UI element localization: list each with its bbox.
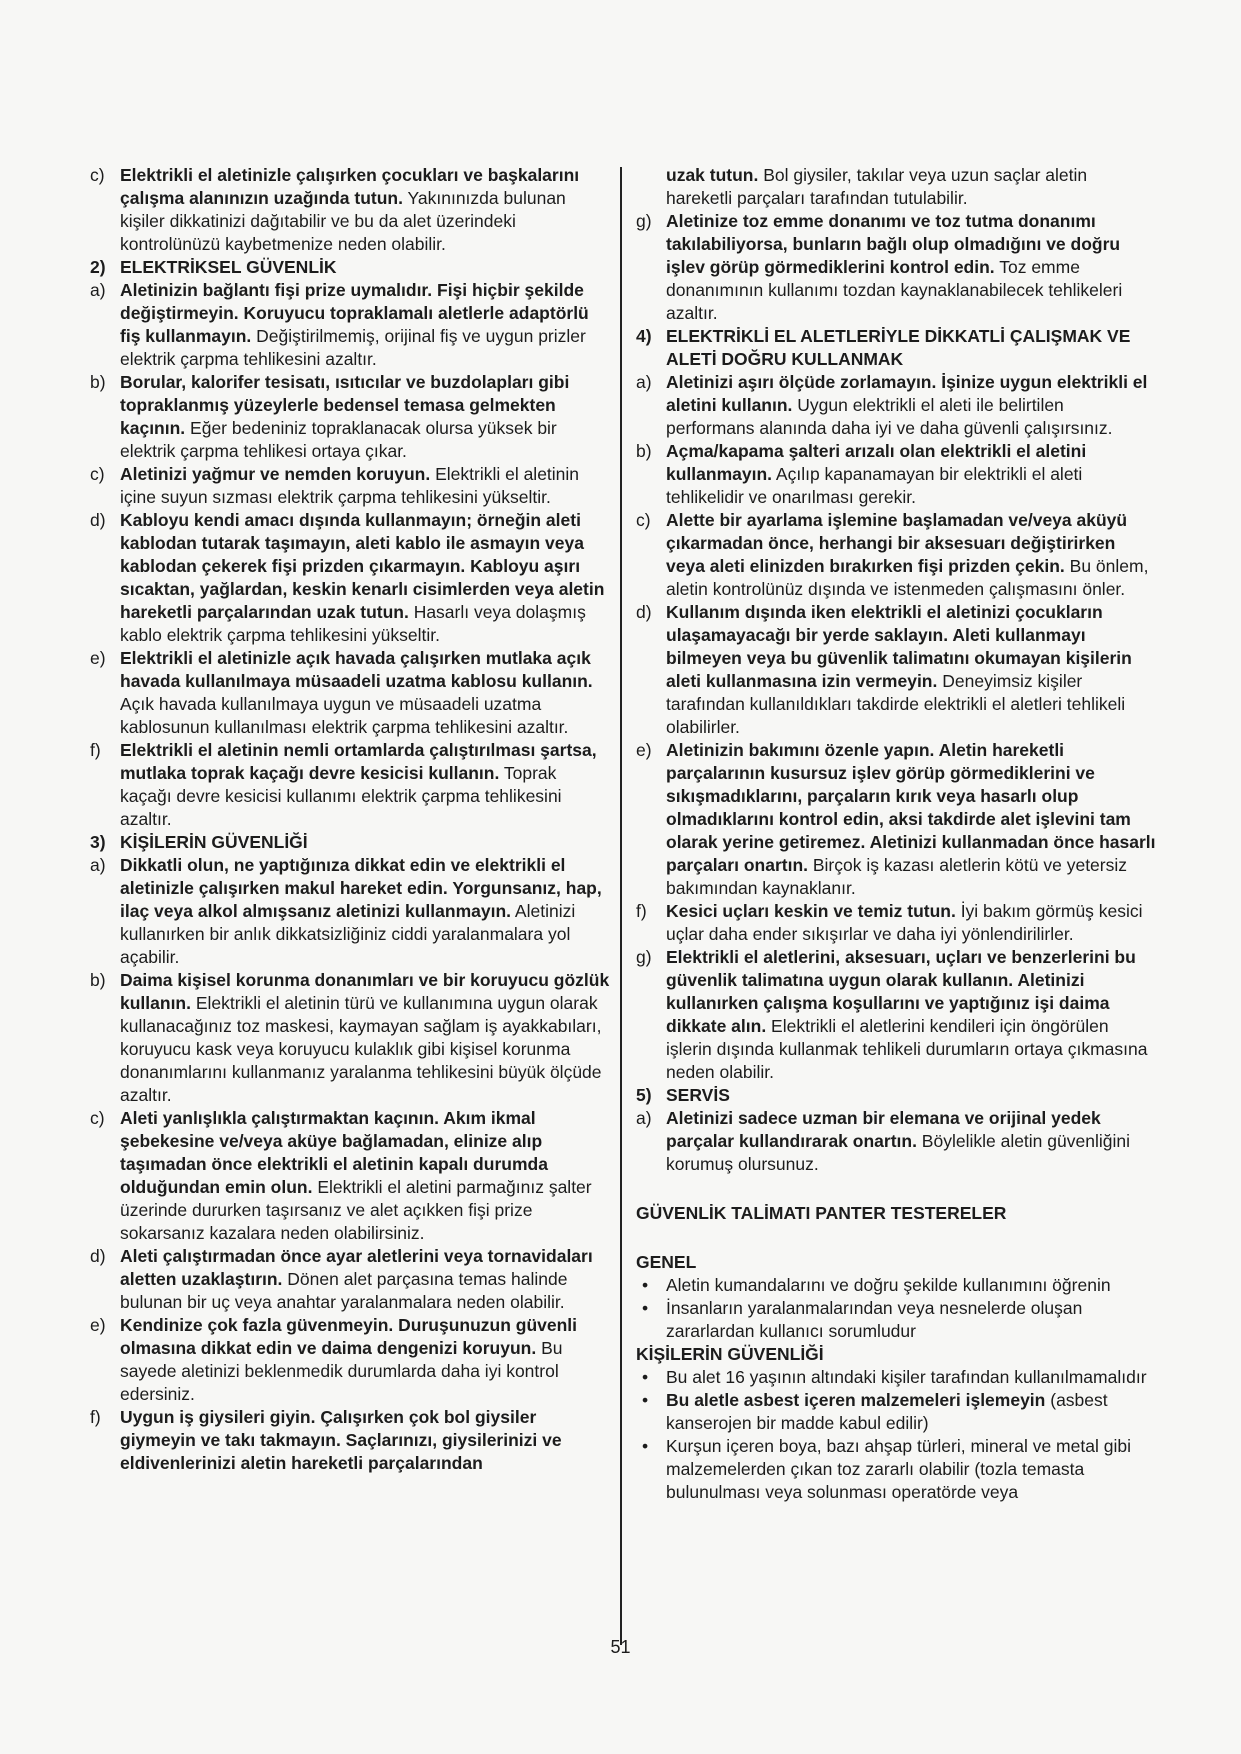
item-3b: b) Daima kişisel korunma donanımları ve bir koruyucu gözlük kullanın. Elektrikli el aletinin türü ve kullanımına uygun olarak kullanacağınız toz maskesi, kaymayan sağlam iş ayakkabıları, koruyucu kask veya koruyucu kulaklık gibi kişisel korunma donanımlarını kullanmanız yaralanma tehlikesini büyük ölçüde azaltır. (90, 970, 610, 1105)
item-5a: a) Aletinizi sadece uzman bir elemana ve orijinal yedek parçalar kullandırarak onartın. Böylelikle aletin güvenliğini korumuş olursunuz. (636, 1108, 1130, 1174)
list-item: • Aletin kumandalarını ve doğru şekilde kullanımını öğrenin (642, 1275, 1111, 1295)
item-2a: a) Aletinizin bağlantı fişi prize uymalıdır. Fişi hiçbir şekilde değiştirmeyin. Koruyucu topraklamalı aletlerle adaptörlü fiş kullanmayın. Değiştirilmemiş, orijinal fiş ve uygun prizler elektrik çarpma tehlikesini azaltır. (90, 280, 589, 369)
list-item: • İnsanların yaralanmalarından veya nesnelerde oluşan zararlardan kullanıcı sorumludur (642, 1298, 1083, 1341)
item-4a: a) Aletinizi aşırı ölçüde zorlamayın. İşinize uygun elektrikli el aletini kullanın. Uygun elektrikli el aleti ile belirtilen performans alanında daha iyi ve daha güvenli çalışırsınız. (636, 372, 1148, 438)
section-4-heading: 4) ELEKTRİKLİ EL ALETLERİYLE DİKKATLİ ÇALIŞMAK VE ALETİ DOĞRU KULLANMAK (636, 326, 1131, 369)
item-2d: d) Kabloyu kendi amacı dışında kullanmayın; örneğin aleti kablodan tutarak taşımayın, aleti kablo ile asmayın veya kablodan çekerek fişi prizden çıkarmayın. Kabloyu aşırı sıcaktan, yağlardan, keskin kenarlı cisimlerden veya aletin hareketli parçalarından uzak tutun. Hasarlı veya dolaşmış kablo elektrik çarpma tehlikesini yükseltir. (90, 510, 605, 645)
list-item: • Bu aletle asbest içeren malzemeleri işlemeyin (asbest kanserojen bir madde kabul edilir) (642, 1390, 1108, 1433)
item-4e: e) Aletinizin bakımını özenle yapın. Aletin hareketli parçalarının kusursuz işlev görüp görmediklerini ve sıkışmadıklarını, parçaların kırık veya hasarlı olup olmadıklarını kontrol edin, aksi takdirde alet işlevini tam olarak yerine getiremez. Aletinizi kullanmadan önce hasarlı parçaları onartın. Birçok iş kazası aletlerin kötü ve yetersiz bakımından kaynaklanır. (636, 740, 1156, 898)
genel-heading: GENEL (636, 1252, 697, 1272)
item-2c: c) Aletinizi yağmur ve nemden koruyun. Elektrikli el aletinin içine suyun sızması elektrik çarpma tehlikesini yükseltir. (90, 464, 580, 507)
item-3f-continued: uzak tutun. Bol giysiler, takılar veya uzun saçlar aletin hareketli parçaları tarafından tutulabilir. (666, 165, 1088, 208)
item-4c: c) Alette bir ayarlama işlemine başlamadan ve/veya aküyü çıkarmadan önce, herhangi bir aksesuarı değiştirirken veya aleti elinizden bırakırken fişi prizden çekin. Bu önlem, aletin kontrolünüz dışında ve istenmeden çalışmasını önler. (636, 510, 1149, 599)
item-4f: f) Kesici uçları keskin ve temiz tutun. İyi bakım görmüş kesici uçlar daha ender sıkışırlar ve daha iyi yönlendirilirler. (636, 901, 1143, 944)
item-2b: b) Borular, kalorifer tesisatı, ısıtıcılar ve buzdolapları gibi topraklanmış yüzeylerle bedensel temasa gelmekten kaçının. Eğer bedeniniz topraklanacak olursa yüksek bir elektrik çarpma tehlikesi ortaya çıkar. (90, 372, 570, 461)
item-4d: d) Kullanım dışında iken elektrikli el aletinizi çocukların ulaşamayacağı bir yerde saklayın. Aleti kullanmayı bilmeyen veya bu güvenlik talimatını okumayan kişilerin aleti kullanmasına izin vermeyin. Deneyimsiz kişiler tarafından kullanıldıkları takdirde elektrikli el aletleri tehlikeli olabilirler. (636, 602, 1132, 737)
item-3d: d) Aleti çalıştırmadan önce ayar aletlerini veya tornavidaları aletten uzaklaştırın. Dönen alet parçasına temas halinde bulunan bir uç veya anahtar yaralanmalara neden olabilir. (90, 1246, 593, 1312)
left-column (90, 164, 610, 1475)
item-3f: f) Uygun iş giysileri giyin. Çalışırken çok bol giysiler giymeyin ve takı takmayın. Saçlarınızı, giysilerinizi ve eldivenlerinizi aletin hareketli parçalarından (90, 1407, 562, 1473)
item-4b: b) Açma/kapama şalteri arızalı olan elektrikli el aletini kullanmayın. Açılıp kapanamayan bir elektrikli el aleti tehlikelidir ve onarılması gerekir. (636, 441, 1087, 507)
item-2f: f) Elektrikli el aletinin nemli ortamlarda çalıştırılması şartsa, mutlaka toprak kaçağı devre kesicisi kullanın. Toprak kaçağı devre kesicisi kullanımı elektrik çarpma tehlikesini azaltır. (90, 740, 597, 829)
section-5-heading: 5) SERVİS (636, 1085, 730, 1105)
item-3c: c) Aleti yanlışlıkla çalıştırmaktan kaçının. Akım ikmal şebekesine ve/veya aküye bağlamadan, elinize alıp taşımadan önce elektrikli el aletinin kapalı durumda olduğundan emin olun. Elektrikli el aletini parmağınız şalter üzerinde dururken taşırsanız ve alet açıkken fişi prize sokarsanız kazalara neden olabilirsiniz. (90, 1108, 592, 1243)
column-divider (620, 167, 622, 1645)
item-3g: g) Aletinize toz emme donanımı ve toz tutma donanımı takılabiliyorsa, bunların bağlı olup olmadığını ve doğru işlev görüp görmediklerini kontrol edin. Toz emme donanımının kullanımı tozdan kaynaklanabilecek tehlikeleri azaltır. (636, 211, 1123, 323)
right-column (636, 164, 1156, 1504)
panter-safety-title: GÜVENLİK TALİMATI PANTER TESTERELER (636, 1203, 1007, 1223)
item-4g: g) Elektrikli el aletlerini, aksesuarı, uçları ve benzerlerini bu güvenlik talimatına uygun olarak kullanın. Aletinizi kullanırken çalışma koşullarını ve yaptığınız işi daima dikkate alın. Elektrikli el aletlerini kendileri için öngörülen işlerin dışında kullanmak tehlikeli durumların ortaya çıkmasına neden olabilir. (636, 947, 1148, 1082)
item-2e: e) Elektrikli el aletinizle açık havada çalışırken mutlaka açık havada kullanılmaya müsaadeli uzatma kablosu kullanın. Açık havada kullanılmaya uygun ve müsaadeli uzatma kablosunun kullanılması elektrik çarpma tehlikesini azaltır. (90, 648, 593, 737)
section-3-heading: 3) KİŞİLERİN GÜVENLİĞİ (90, 832, 308, 852)
section-2-heading: 2) ELEKTRİKSEL GÜVENLİK (90, 257, 337, 277)
personal-safety-heading: KİŞİLERİN GÜVENLİĞİ (636, 1344, 824, 1364)
list-item: • Kurşun içeren boya, bazı ahşap türleri, mineral ve metal gibi malzemelerden çıkan toz zararlı olabilir (tozla temasta bulunulması veya solunması operatörde veya (642, 1436, 1131, 1502)
item-3e: e) Kendinize çok fazla güvenmeyin. Duruşunuzun güvenli olmasına dikkat edin ve daima dengenizi koruyun. Bu sayede aletinizi beklenmedik durumlarda daha iyi kontrol edersiniz. (90, 1315, 578, 1404)
item-3a: a) Dikkatli olun, ne yaptığınıza dikkat edin ve elektrikli el aletinizle çalışırken makul hareket edin. Yorgunsanız, hap, ilaç veya alkol almışsanız aletinizi kullanmayın. Aletinizi kullanırken bir anlık dikkatsizliğiniz ciddi yaralanmalara yol açabilir. (90, 855, 602, 967)
list-item: • Bu alet 16 yaşının altındaki kişiler tarafından kullanılmamalıdır (642, 1367, 1147, 1387)
item-c-children: c) Elektrikli el aletinizle çalışırken çocukları ve başkalarını çalışma alanınızın uzağında tutun. Yakınınızda bulunan kişiler dikkatinizi dağıtabilir ve bu da alet üzerindeki kontrolünüzü kaybetmenize neden olabilir. (90, 165, 580, 254)
page-number: 51 (610, 1637, 631, 1657)
